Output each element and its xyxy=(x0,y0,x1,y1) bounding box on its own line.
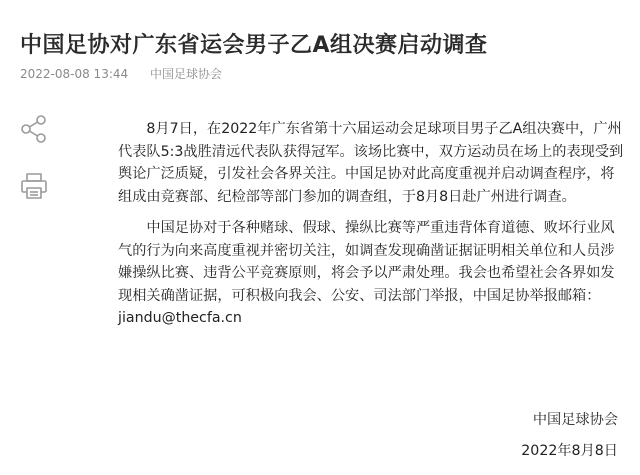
article-tools xyxy=(20,114,48,201)
article-paragraph-2: 中国足协对于各种赌球、假球、操纵比赛等严重违背体育道德、败坏行业风气的行为向来高度重视并密切关注，如调查发现确凿证据证明相关单位和人员涉嫌操纵比赛、违背公平竞赛原则，将会予以严肃处理。我会也希望社会各界如发现相关确凿证据，可积极向我会、公安、司法部门举报，中国足协举报邮箱： xyxy=(118,219,615,304)
share-icon[interactable] xyxy=(20,114,48,144)
article-meta xyxy=(20,66,222,82)
print-icon[interactable] xyxy=(20,171,48,201)
signature-org: 中国足球协会 xyxy=(532,412,618,428)
article-title: 中国足协对广东省运会男子乙A组决赛启动调查 xyxy=(20,33,488,58)
report-email[interactable]: jiandu@thecfa.cn xyxy=(118,310,242,327)
article-source: 中国足球协会 xyxy=(149,67,222,81)
signature-date: 2022年8月8日 xyxy=(521,443,618,459)
publish-date: 2022-08-08 13:44 xyxy=(20,67,129,81)
article-body xyxy=(118,118,625,330)
article-paragraph-1: 8月7日，在2022年广东省第十六届运动会足球项目男子乙A组决赛中，广州代表队5:3战胜清远代表队获得冠军。该场比赛中，双方运动员在场上的表现受到舆论广泛质疑，引发社会各界关注。中国足协对此高度重视并启动调查程序，将组成由竞赛部、纪检部等部门参加的调查组，于8月8日赴广州进行调查。 xyxy=(118,121,624,205)
